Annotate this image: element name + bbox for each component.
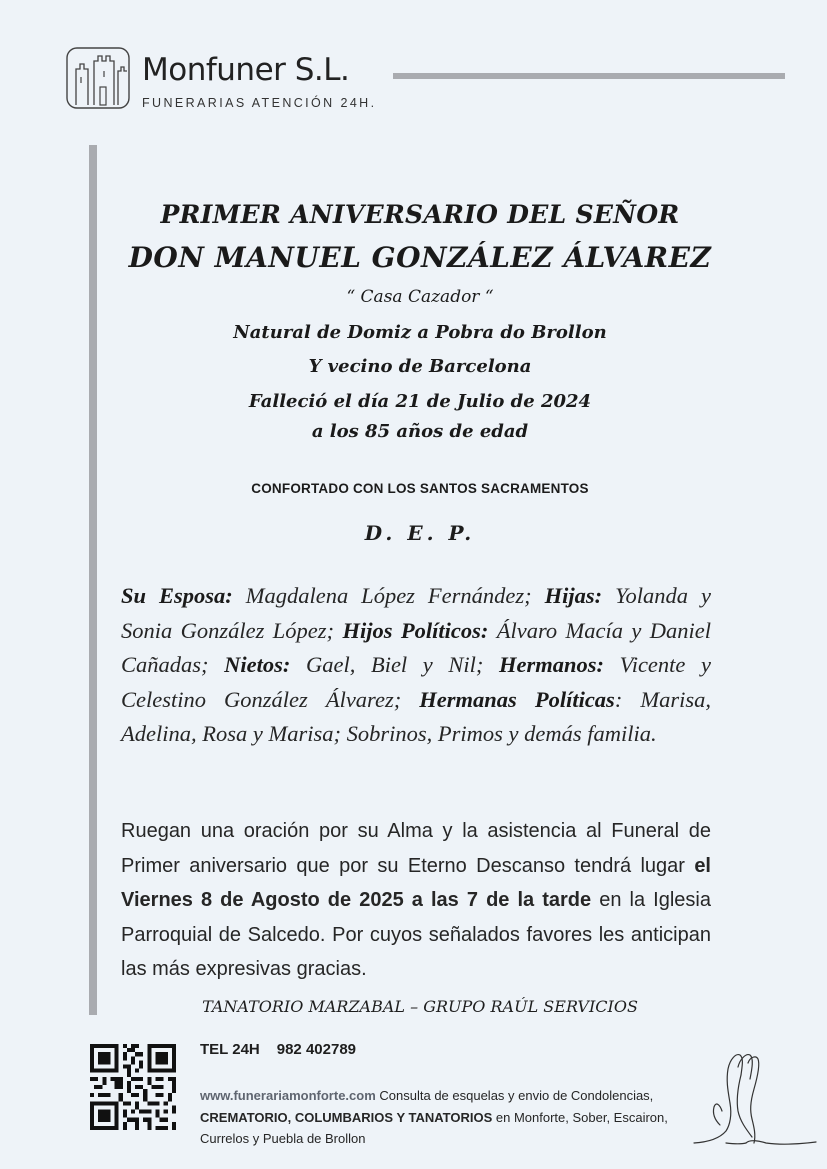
footer-text-2: en Monforte, Sober, Escairon, Currelos y Puebla de Brollon <box>200 1109 668 1146</box>
side-divider <box>89 145 97 1015</box>
phone-line <box>200 1041 373 1058</box>
hermanas-politicas-names: : Marisa, Adelina, Rosa y Marisa; Sobrinos, Primos y demás familia. <box>121 686 711 747</box>
age-line: a los 85 años de edad <box>311 421 529 442</box>
funeral-date: el Viernes 8 de Agosto de 2025 a las 7 de la tarde <box>121 854 711 911</box>
nietos-label: Nietos: <box>224 652 291 678</box>
origin-line: Natural de Domiz a Pobra do Brollon <box>233 322 607 343</box>
praying-hands-icon <box>690 1045 820 1150</box>
brand-tagline: FUNERARIAS ATENCIÓN 24H. <box>142 96 377 110</box>
esposa-label: Su Esposa: <box>121 583 233 608</box>
hijas-label: Hijas: <box>544 583 603 608</box>
confortado-line: CONFORTADO CON LOS SANTOS SACRAMENTOS <box>251 481 589 496</box>
dep-line: D. E. P. <box>364 521 476 545</box>
footer-services: CREMATORIO, COLUMBARIOS Y TANATORIOS <box>200 1109 493 1125</box>
header-divider <box>393 73 785 79</box>
phone-label: TEL 24H <box>200 1041 260 1058</box>
funeral-text-2: en la Iglesia Parroquial de Salcedo. Por cuyos señalados favores les anticipan las más expresivas gracias. <box>121 889 711 980</box>
footer-text <box>200 1085 670 1150</box>
website-link[interactable]: www.funerariamonforte.com <box>200 1088 376 1103</box>
brand-name: Monfuner S.L. <box>142 52 350 88</box>
hermanas-politicas-label: Hermanas Políticas <box>419 686 615 712</box>
footer-text-1: Consulta de esquelas y envio de Condolencias, <box>375 1088 654 1103</box>
funeral-paragraph <box>121 814 711 987</box>
tanatorio-line: TANATORIO MARZABAL – GRUPO RAÚL SERVICIOS <box>202 997 638 1016</box>
hijas-names: Yolanda y Sonia González López; <box>121 583 711 643</box>
notice-title-line2: DON MANUEL GONZÁLEZ ÁLVAREZ <box>128 241 712 274</box>
hijos-politicos-names: Álvaro Macía y Daniel Cañadas; <box>121 617 712 678</box>
phone-number[interactable]: 982 402789 <box>276 1041 356 1058</box>
funeral-text-1: Ruegan una oración por su Alma y la asistencia al Funeral de Primer aniversario que por su Eterno Descanso tendrá lugar <box>121 820 711 877</box>
qr-code-icon <box>90 1044 176 1130</box>
hermanos-names: Vicente y Celestino González Álvarez; <box>121 652 711 712</box>
esposa-name: Magdalena López Fernández; <box>232 583 545 608</box>
death-date-line: Falleció el día 21 de Julio de 2024 <box>248 391 592 412</box>
nickname: “ Casa Cazador “ <box>346 287 494 307</box>
notice-title-line1: PRIMER ANIVERSARIO DEL SEÑOR <box>160 200 680 229</box>
hijos-politicos-label: Hijos Políticos: <box>342 617 489 643</box>
castle-logo-icon <box>66 47 130 109</box>
family-paragraph <box>121 579 711 752</box>
hermanos-label: Hermanos: <box>499 652 605 678</box>
nietos-names: Gael, Biel y Nil; <box>290 652 499 678</box>
residence-line: Y vecino de Barcelona <box>308 356 532 377</box>
